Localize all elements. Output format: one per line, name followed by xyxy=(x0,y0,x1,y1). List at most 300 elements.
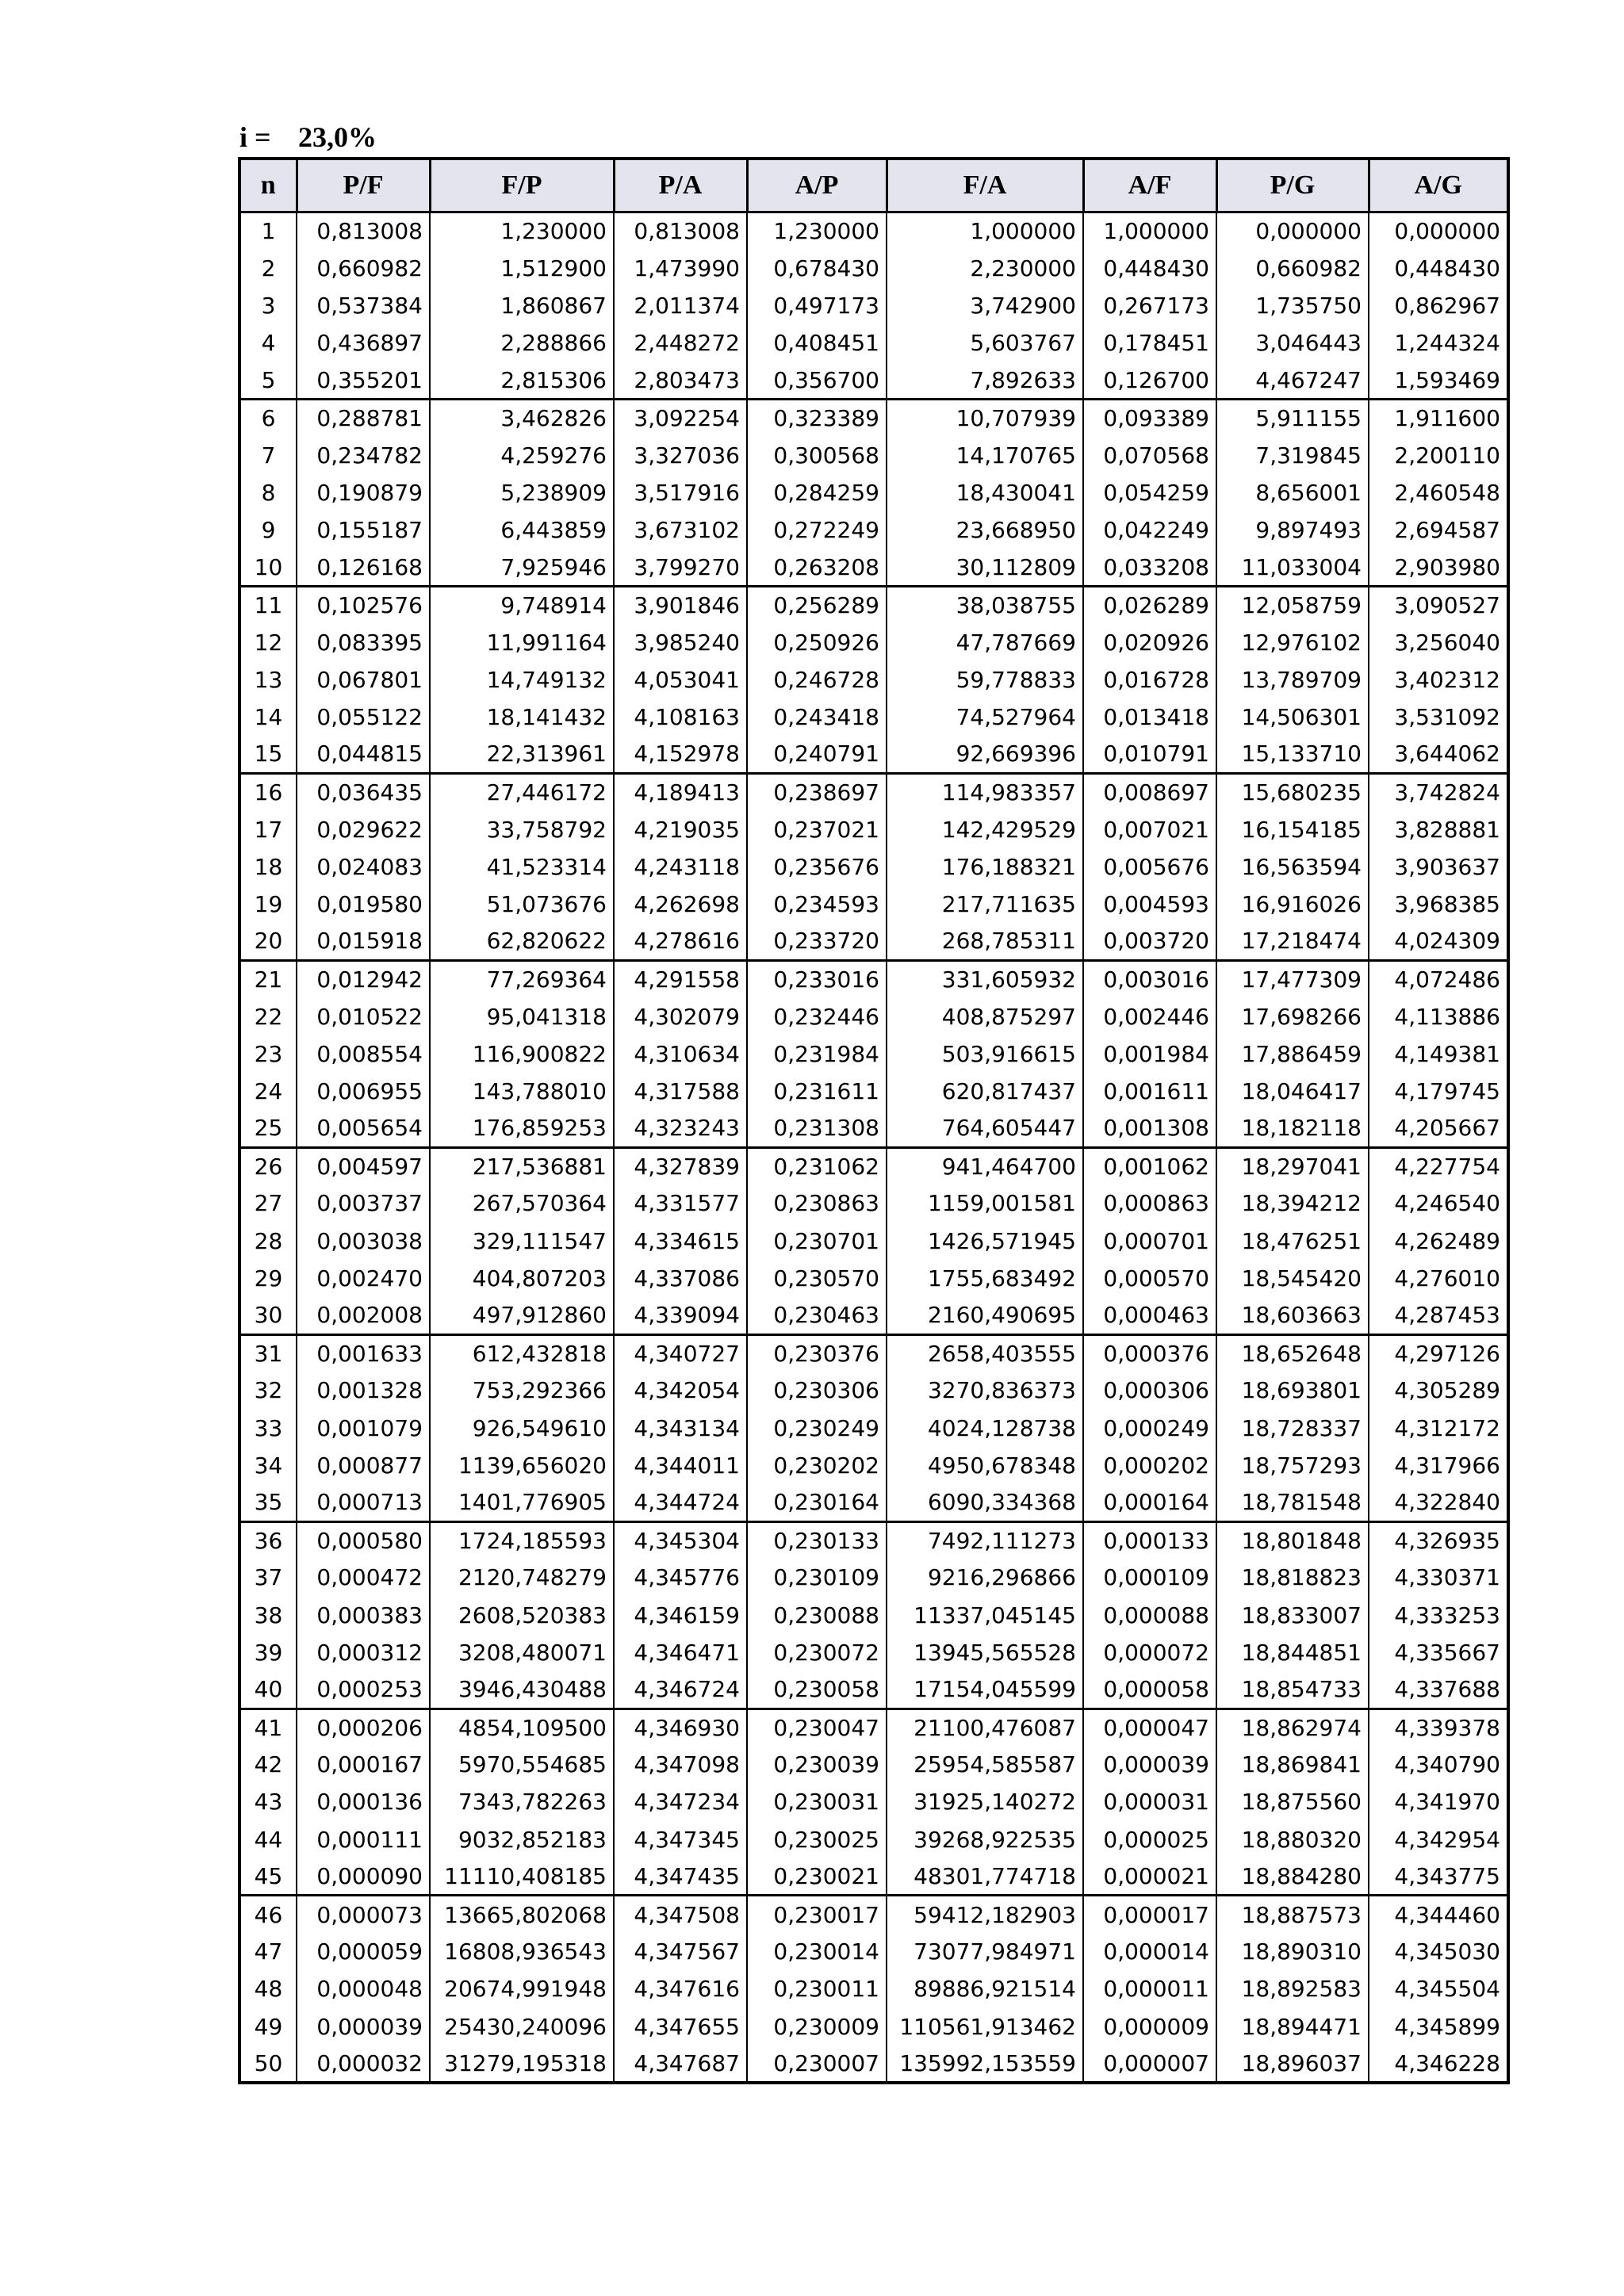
factor-cell: 2,200110 xyxy=(1369,437,1508,474)
factor-cell: 5,911155 xyxy=(1216,399,1369,436)
factor-cell: 4,343775 xyxy=(1369,1858,1508,1896)
factor-cell: 0,230009 xyxy=(747,2008,887,2045)
factor-cell: 18,652648 xyxy=(1216,1334,1369,1372)
factor-cell: 16808,936543 xyxy=(430,1933,614,1970)
factor-cell: 4,259276 xyxy=(430,437,614,474)
factor-cell: 0,000072 xyxy=(1083,1634,1216,1671)
factor-cell: 0,000383 xyxy=(297,1596,430,1633)
factor-cell: 0,007021 xyxy=(1083,811,1216,848)
factor-cell: 9,748914 xyxy=(430,586,614,623)
factor-cell: 176,188321 xyxy=(887,848,1083,886)
table-row xyxy=(239,736,1508,773)
factor-cell: 4,340790 xyxy=(1369,1746,1508,1783)
factor-cell: 15,680235 xyxy=(1216,773,1369,810)
period-cell: 43 xyxy=(239,1783,297,1820)
factor-cell: 0,250926 xyxy=(747,624,887,661)
factor-cell: 0,230863 xyxy=(747,1184,887,1222)
period-cell: 42 xyxy=(239,1746,297,1783)
table-row xyxy=(239,886,1508,923)
factor-cell: 0,026289 xyxy=(1083,586,1216,623)
factor-cell: 4,189413 xyxy=(614,773,747,810)
table-row xyxy=(239,1896,1508,1933)
factor-cell: 0,000090 xyxy=(297,1858,430,1896)
factor-cell: 0,000133 xyxy=(1083,1521,1216,1559)
factor-cell: 4,467247 xyxy=(1216,362,1369,399)
column-header: P/F xyxy=(297,159,430,212)
factor-cell: 4,345776 xyxy=(614,1559,747,1596)
period-cell: 6 xyxy=(239,399,297,436)
table-row xyxy=(239,1184,1508,1222)
factor-cell: 0,230058 xyxy=(747,1671,887,1709)
factor-cell: 0,000306 xyxy=(1083,1372,1216,1409)
table-row xyxy=(239,1223,1508,1260)
factor-cell: 0,000863 xyxy=(1083,1184,1216,1222)
table-row xyxy=(239,2008,1508,2045)
factor-cell: 18,862974 xyxy=(1216,1709,1369,1746)
factor-cell: 4,346930 xyxy=(614,1709,747,1746)
factor-cell: 0,000376 xyxy=(1083,1334,1216,1372)
factor-cell: 0,000463 xyxy=(1083,1297,1216,1334)
factor-cell: 0,267173 xyxy=(1083,287,1216,324)
factor-cell: 33,758792 xyxy=(430,811,614,848)
factor-cell: 0,093389 xyxy=(1083,399,1216,436)
factor-cell: 0,003038 xyxy=(297,1223,430,1260)
factor-cell: 7343,782263 xyxy=(430,1783,614,1820)
factor-cell: 4,342954 xyxy=(1369,1821,1508,1858)
factor-cell: 4,278616 xyxy=(614,923,747,960)
factor-cell: 18,854733 xyxy=(1216,1671,1369,1709)
factor-cell: 0,001062 xyxy=(1083,1147,1216,1184)
factor-cell: 0,002470 xyxy=(297,1260,430,1297)
factor-cell: 7492,111273 xyxy=(887,1521,1083,1559)
factor-cell: 17,218474 xyxy=(1216,923,1369,960)
factor-cell: 2,694587 xyxy=(1369,511,1508,549)
factor-cell: 4,246540 xyxy=(1369,1184,1508,1222)
table-row xyxy=(239,399,1508,436)
factor-cell: 0,240791 xyxy=(747,736,887,773)
period-cell: 49 xyxy=(239,2008,297,2045)
factor-cell: 0,246728 xyxy=(747,661,887,698)
factor-cell: 0,001079 xyxy=(297,1410,430,1447)
factor-cell: 3,090527 xyxy=(1369,586,1508,623)
factor-cell: 0,300568 xyxy=(747,437,887,474)
factor-cell: 0,000025 xyxy=(1083,1821,1216,1858)
factor-cell: 62,820622 xyxy=(430,923,614,960)
factor-cell: 3,673102 xyxy=(614,511,747,549)
factor-cell: 4,347508 xyxy=(614,1896,747,1933)
table-row xyxy=(239,511,1508,549)
factor-cell: 4,347345 xyxy=(614,1821,747,1858)
factor-cell: 0,232446 xyxy=(747,997,887,1035)
factor-cell: 17,698266 xyxy=(1216,997,1369,1035)
factor-cell: 0,000088 xyxy=(1083,1596,1216,1633)
factor-cell: 0,002008 xyxy=(297,1297,430,1334)
factor-cell: 2,448272 xyxy=(614,324,747,362)
factor-cell: 0,235676 xyxy=(747,848,887,886)
factor-cell: 0,000007 xyxy=(1083,2045,1216,2083)
factor-cell: 0,126700 xyxy=(1083,362,1216,399)
factor-cell: 22,313961 xyxy=(430,736,614,773)
factor-cell: 4,219035 xyxy=(614,811,747,848)
factor-cell: 0,178451 xyxy=(1083,324,1216,362)
table-row xyxy=(239,287,1508,324)
factor-cell: 0,000073 xyxy=(297,1896,430,1933)
period-cell: 39 xyxy=(239,1634,297,1671)
factor-cell: 18,603663 xyxy=(1216,1297,1369,1334)
table-row xyxy=(239,1334,1508,1372)
factor-cell: 408,875297 xyxy=(887,997,1083,1035)
table-row xyxy=(239,1297,1508,1334)
factor-cell: 0,408451 xyxy=(747,324,887,362)
factor-cell: 9,897493 xyxy=(1216,511,1369,549)
table-row xyxy=(239,1634,1508,1671)
factor-cell: 4,347687 xyxy=(614,2045,747,2083)
factor-cell: 4,346471 xyxy=(614,1634,747,1671)
factor-cell: 0,000000 xyxy=(1369,212,1508,250)
factor-cell: 4,323243 xyxy=(614,1110,747,1147)
period-cell: 19 xyxy=(239,886,297,923)
factor-cell: 0,000039 xyxy=(297,2008,430,2045)
factor-cell: 30,112809 xyxy=(887,549,1083,586)
factor-cell: 0,230031 xyxy=(747,1783,887,1820)
table-row xyxy=(239,661,1508,698)
factor-cell: 4,262698 xyxy=(614,886,747,923)
column-header: F/A xyxy=(887,159,1083,212)
factor-cell: 2,011374 xyxy=(614,287,747,324)
table-row xyxy=(239,997,1508,1035)
period-cell: 35 xyxy=(239,1484,297,1521)
factor-cell: 0,012942 xyxy=(297,960,430,997)
factor-cell: 1,230000 xyxy=(747,212,887,250)
factor-cell: 0,231062 xyxy=(747,1147,887,1184)
factor-cell: 41,523314 xyxy=(430,848,614,886)
factor-cell: 0,000206 xyxy=(297,1709,430,1746)
factor-cell: 74,527964 xyxy=(887,698,1083,736)
factor-cell: 0,448430 xyxy=(1369,250,1508,287)
factor-cell: 13945,565528 xyxy=(887,1634,1083,1671)
period-cell: 31 xyxy=(239,1334,297,1372)
factor-cell: 0,436897 xyxy=(297,324,430,362)
factor-cell: 0,000032 xyxy=(297,2045,430,2083)
factor-cell: 217,536881 xyxy=(430,1147,614,1184)
period-cell: 22 xyxy=(239,997,297,1035)
factor-cell: 4,345504 xyxy=(1369,1970,1508,2007)
factor-cell: 11,033004 xyxy=(1216,549,1369,586)
factor-cell: 0,000039 xyxy=(1083,1746,1216,1783)
factor-cell: 926,549610 xyxy=(430,1410,614,1447)
period-cell: 46 xyxy=(239,1896,297,1933)
table-row xyxy=(239,324,1508,362)
table-row xyxy=(239,1110,1508,1147)
factor-cell: 4,152978 xyxy=(614,736,747,773)
table-row xyxy=(239,1858,1508,1896)
table-row xyxy=(239,437,1508,474)
factor-cell: 18,757293 xyxy=(1216,1447,1369,1484)
factor-cell: 1401,776905 xyxy=(430,1484,614,1521)
factor-cell: 0,243418 xyxy=(747,698,887,736)
period-cell: 4 xyxy=(239,324,297,362)
factor-cell: 331,605932 xyxy=(887,960,1083,997)
factor-cell: 25430,240096 xyxy=(430,2008,614,2045)
factor-cell: 4,346159 xyxy=(614,1596,747,1633)
table-row xyxy=(239,1671,1508,1709)
factor-cell: 1139,656020 xyxy=(430,1447,614,1484)
factor-cell: 0,000701 xyxy=(1083,1223,1216,1260)
factor-cell: 18,896037 xyxy=(1216,2045,1369,2083)
factor-cell: 1,512900 xyxy=(430,250,614,287)
period-cell: 41 xyxy=(239,1709,297,1746)
table-row xyxy=(239,1372,1508,1409)
factor-cell: 497,912860 xyxy=(430,1297,614,1334)
factor-cell: 3,901846 xyxy=(614,586,747,623)
factor-cell: 0,008554 xyxy=(297,1035,430,1073)
factor-cell: 3946,430488 xyxy=(430,1671,614,1709)
factor-cell: 0,448430 xyxy=(1083,250,1216,287)
table-row xyxy=(239,1410,1508,1447)
factor-cell: 0,044815 xyxy=(297,736,430,773)
factor-cell: 4,345899 xyxy=(1369,2008,1508,2045)
factor-cell: 329,111547 xyxy=(430,1223,614,1260)
period-cell: 20 xyxy=(239,923,297,960)
factor-cell: 3,402312 xyxy=(1369,661,1508,698)
factor-cell: 3208,480071 xyxy=(430,1634,614,1671)
factor-cell: 0,230072 xyxy=(747,1634,887,1671)
factor-cell: 14,170765 xyxy=(887,437,1083,474)
period-cell: 11 xyxy=(239,586,297,623)
factor-cell: 135992,153559 xyxy=(887,2045,1083,2083)
factor-cell: 3,828881 xyxy=(1369,811,1508,848)
factor-cell: 7,925946 xyxy=(430,549,614,586)
factor-cell: 4,333253 xyxy=(1369,1596,1508,1633)
factor-cell: 1,860867 xyxy=(430,287,614,324)
factor-cell: 0,230701 xyxy=(747,1223,887,1260)
factor-cell: 4,339378 xyxy=(1369,1709,1508,1746)
table-row xyxy=(239,1783,1508,1820)
table-row xyxy=(239,362,1508,399)
factor-cell: 12,976102 xyxy=(1216,624,1369,661)
factor-cell: 0,231611 xyxy=(747,1073,887,1110)
factor-cell: 3,742824 xyxy=(1369,773,1508,810)
factor-cell: 4,227754 xyxy=(1369,1147,1508,1184)
table-row xyxy=(239,1521,1508,1559)
factor-cell: 51,073676 xyxy=(430,886,614,923)
factor-cell: 3,903637 xyxy=(1369,848,1508,886)
table-row xyxy=(239,1821,1508,1858)
period-cell: 15 xyxy=(239,736,297,773)
factor-cell: 17,886459 xyxy=(1216,1035,1369,1073)
factor-cell: 4,327839 xyxy=(614,1147,747,1184)
factor-cell: 176,859253 xyxy=(430,1110,614,1147)
table-row xyxy=(239,1147,1508,1184)
factor-cell: 0,813008 xyxy=(297,212,430,250)
factor-cell: 18,297041 xyxy=(1216,1147,1369,1184)
factor-cell: 0,323389 xyxy=(747,399,887,436)
factor-cell: 4,072486 xyxy=(1369,960,1508,997)
factor-cell: 48301,774718 xyxy=(887,1858,1083,1896)
factor-cell: 4,335667 xyxy=(1369,1634,1508,1671)
period-cell: 14 xyxy=(239,698,297,736)
factor-cell: 0,230014 xyxy=(747,1933,887,1970)
column-header: F/P xyxy=(430,159,614,212)
table-row xyxy=(239,773,1508,810)
factor-cell: 21100,476087 xyxy=(887,1709,1083,1746)
factor-cell: 0,083395 xyxy=(297,624,430,661)
factor-cell: 59412,182903 xyxy=(887,1896,1083,1933)
factor-cell: 0,126168 xyxy=(297,549,430,586)
factor-cell: 12,058759 xyxy=(1216,586,1369,623)
factor-cell: 0,234593 xyxy=(747,886,887,923)
factor-cell: 4,310634 xyxy=(614,1035,747,1073)
factor-cell: 0,003720 xyxy=(1083,923,1216,960)
factor-cell: 0,000312 xyxy=(297,1634,430,1671)
factor-cell: 18,728337 xyxy=(1216,1410,1369,1447)
factor-cell: 4,205667 xyxy=(1369,1110,1508,1147)
factor-cell: 11110,408185 xyxy=(430,1858,614,1896)
factor-cell: 0,000111 xyxy=(297,1821,430,1858)
table-header-row xyxy=(239,159,1508,212)
table-row xyxy=(239,549,1508,586)
factor-cell: 18,801848 xyxy=(1216,1521,1369,1559)
factor-cell: 4,149381 xyxy=(1369,1035,1508,1073)
factor-cell: 0,000136 xyxy=(297,1783,430,1820)
factor-cell: 4,326935 xyxy=(1369,1521,1508,1559)
factor-cell: 4,346228 xyxy=(1369,2045,1508,2083)
factor-cell: 0,006955 xyxy=(297,1073,430,1110)
factor-cell: 0,024083 xyxy=(297,848,430,886)
factor-cell: 0,002446 xyxy=(1083,997,1216,1035)
table-row xyxy=(239,811,1508,848)
factor-cell: 25954,585587 xyxy=(887,1746,1083,1783)
period-cell: 28 xyxy=(239,1223,297,1260)
factor-cell: 0,537384 xyxy=(297,287,430,324)
factor-cell: 20674,991948 xyxy=(430,1970,614,2007)
factor-cell: 1,473990 xyxy=(614,250,747,287)
factor-cell: 0,000014 xyxy=(1083,1933,1216,1970)
table-row xyxy=(239,1073,1508,1110)
factor-cell: 114,983357 xyxy=(887,773,1083,810)
period-cell: 18 xyxy=(239,848,297,886)
factor-cell: 3,742900 xyxy=(887,287,1083,324)
table-row xyxy=(239,698,1508,736)
factor-cell: 0,001984 xyxy=(1083,1035,1216,1073)
factor-cell: 23,668950 xyxy=(887,511,1083,549)
factor-cell: 2,815306 xyxy=(430,362,614,399)
factor-cell: 4,302079 xyxy=(614,997,747,1035)
period-cell: 37 xyxy=(239,1559,297,1596)
factor-cell: 18,833007 xyxy=(1216,1596,1369,1633)
period-cell: 21 xyxy=(239,960,297,997)
factor-cell: 7,892633 xyxy=(887,362,1083,399)
factor-cell: 3,046443 xyxy=(1216,324,1369,362)
factor-cell: 89886,921514 xyxy=(887,1970,1083,2007)
period-cell: 36 xyxy=(239,1521,297,1559)
interest-rate-header xyxy=(239,121,377,154)
factor-cell: 18,693801 xyxy=(1216,1372,1369,1409)
factor-cell: 18,781548 xyxy=(1216,1484,1369,1521)
factor-cell: 0,000059 xyxy=(297,1933,430,1970)
factor-cell: 18,875560 xyxy=(1216,1783,1369,1820)
factor-cell: 4,243118 xyxy=(614,848,747,886)
factor-cell: 18,880320 xyxy=(1216,1821,1369,1858)
factor-cell: 1426,571945 xyxy=(887,1223,1083,1260)
factor-cell: 0,000202 xyxy=(1083,1447,1216,1484)
factor-cell: 764,605447 xyxy=(887,1110,1083,1147)
table-row xyxy=(239,586,1508,623)
factor-cell: 3,531092 xyxy=(1369,698,1508,736)
factor-cell: 0,042249 xyxy=(1083,511,1216,549)
factor-cell: 3,985240 xyxy=(614,624,747,661)
factor-cell: 0,000877 xyxy=(297,1447,430,1484)
factor-cell: 267,570364 xyxy=(430,1184,614,1222)
column-header: P/G xyxy=(1216,159,1369,212)
factor-cell: 0,230039 xyxy=(747,1746,887,1783)
period-cell: 29 xyxy=(239,1260,297,1297)
factor-cell: 4,262489 xyxy=(1369,1223,1508,1260)
factor-cell: 0,000017 xyxy=(1083,1896,1216,1933)
factor-cell: 3,799270 xyxy=(614,549,747,586)
factor-cell: 8,656001 xyxy=(1216,474,1369,511)
factor-cell: 18,892583 xyxy=(1216,1970,1369,2007)
factor-cell: 0,055122 xyxy=(297,698,430,736)
factor-cell: 2,288866 xyxy=(430,324,614,362)
factor-cell: 1755,683492 xyxy=(887,1260,1083,1297)
factor-cell: 0,000249 xyxy=(1083,1410,1216,1447)
factor-cell: 0,102576 xyxy=(297,586,430,623)
period-cell: 12 xyxy=(239,624,297,661)
factor-cell: 4,346724 xyxy=(614,1671,747,1709)
factor-cell: 31279,195318 xyxy=(430,2045,614,2083)
factor-cell: 4,344011 xyxy=(614,1447,747,1484)
factor-cell: 143,788010 xyxy=(430,1073,614,1110)
factor-cell: 47,787669 xyxy=(887,624,1083,661)
factor-cell: 0,862967 xyxy=(1369,287,1508,324)
factor-cell: 5,238909 xyxy=(430,474,614,511)
factor-cell: 4,053041 xyxy=(614,661,747,698)
column-header: P/A xyxy=(614,159,747,212)
table-row xyxy=(239,1447,1508,1484)
factor-cell: 0,230047 xyxy=(747,1709,887,1746)
column-header: A/F xyxy=(1083,159,1216,212)
factor-cell: 18,182118 xyxy=(1216,1110,1369,1147)
factor-cell: 142,429529 xyxy=(887,811,1083,848)
factor-cell: 18,869841 xyxy=(1216,1746,1369,1783)
factor-cell: 0,230088 xyxy=(747,1596,887,1633)
factor-cell: 0,230202 xyxy=(747,1447,887,1484)
factor-cell: 0,000047 xyxy=(1083,1709,1216,1746)
factor-cell: 116,900822 xyxy=(430,1035,614,1073)
factor-cell: 0,230007 xyxy=(747,2045,887,2083)
factor-cell: 4,344724 xyxy=(614,1484,747,1521)
factor-cell: 1159,001581 xyxy=(887,1184,1083,1222)
table-row xyxy=(239,923,1508,960)
factor-cell: 0,010522 xyxy=(297,997,430,1035)
factor-cell: 268,785311 xyxy=(887,923,1083,960)
interest-rate-label: i = xyxy=(239,121,271,153)
table-row xyxy=(239,624,1508,661)
factor-cell: 77,269364 xyxy=(430,960,614,997)
factor-cell: 1,000000 xyxy=(887,212,1083,250)
factor-cell: 0,016728 xyxy=(1083,661,1216,698)
factor-cell: 0,660982 xyxy=(297,250,430,287)
factor-cell: 0,001328 xyxy=(297,1372,430,1409)
factor-cell: 3,092254 xyxy=(614,399,747,436)
factor-cell: 503,916615 xyxy=(887,1035,1083,1073)
factor-cell: 14,506301 xyxy=(1216,698,1369,736)
period-cell: 25 xyxy=(239,1110,297,1147)
period-cell: 34 xyxy=(239,1447,297,1484)
factor-cell: 6,443859 xyxy=(430,511,614,549)
factor-cell: 6090,334368 xyxy=(887,1484,1083,1521)
